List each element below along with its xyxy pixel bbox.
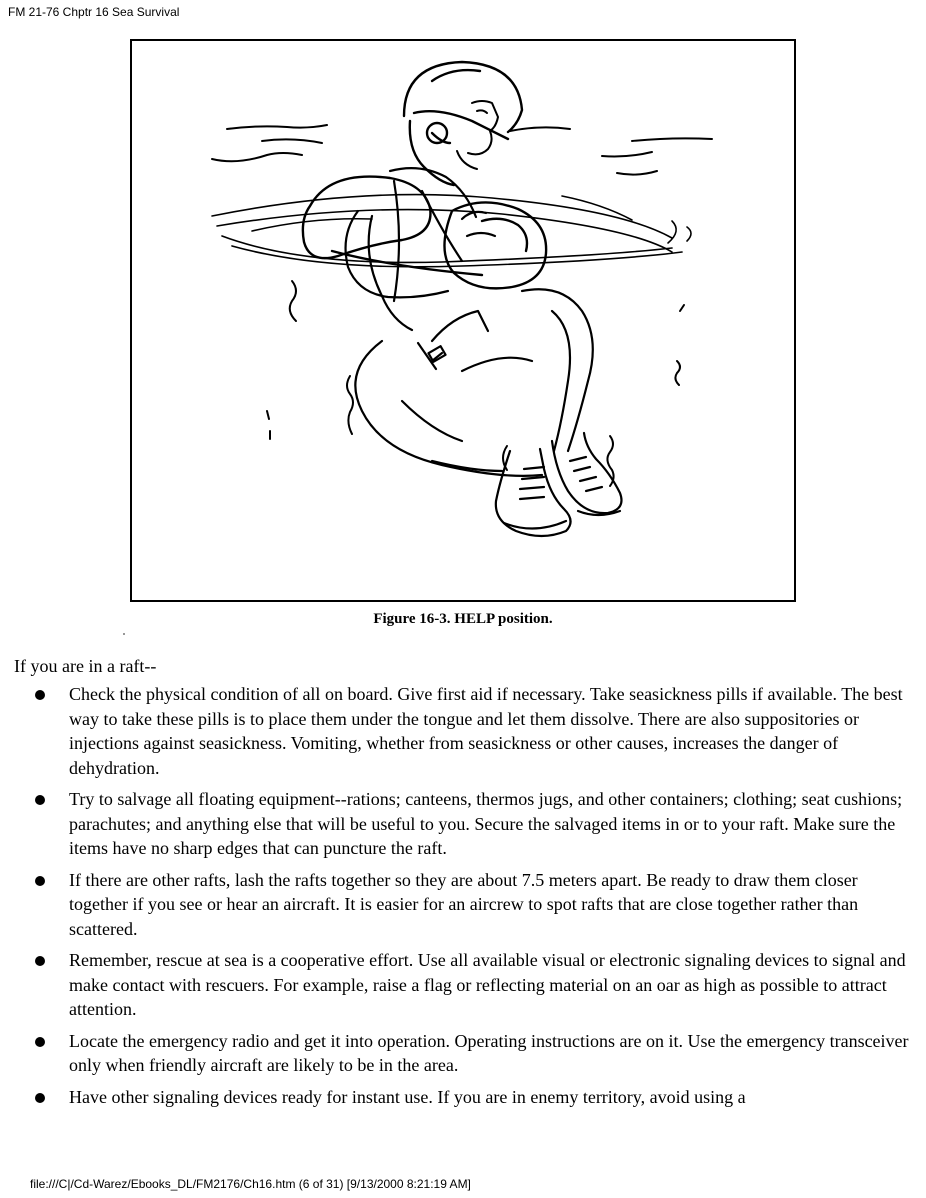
intro-text: If you are in a raft-- xyxy=(14,656,157,676)
bullet-icon xyxy=(35,690,45,700)
list-item-text: If there are other rafts, lash the rafts together so they are about 7.5 meters apart. Be ready to draw them closer together if you see or hear an aircraft. It is easier for an aircrew to spot rafts that are close together rather than scattered. xyxy=(69,869,859,939)
figure-caption: Figure 16-3. HELP position. xyxy=(373,611,553,627)
list-item xyxy=(0,868,926,942)
list-item-text: Remember, rescue at sea is a cooperative effort. Use all available visual or electronic signaling devices to signal and make contact with rescuers. For example, raise a flag or reflecting material on an oar as high as possible to attract attention. xyxy=(69,950,906,1019)
list-item-text: Locate the emergency radio and get it into operation. Operating instructions are on it. Use the emergency transceiver only when friendly aircraft are likely to be in the area. xyxy=(69,1030,909,1075)
list-item-text: Try to salvage all floating equipment--rations; canteens, thermos jugs, and other containers; clothing; seat cushions; parachutes; and anything else that will be useful to you. Secure the salvaged items in or to your raft. Make sure the items have no sharp edges that can puncture the raft. xyxy=(69,789,903,858)
life-preserver xyxy=(303,177,546,289)
bullet-icon xyxy=(35,1037,45,1047)
bullet-icon xyxy=(35,1093,45,1103)
list-item-text: Have other signaling devices ready for instant use. If you are in enemy territory, avoid using a xyxy=(69,1086,746,1107)
list-item xyxy=(0,682,926,780)
list-item xyxy=(0,1029,926,1078)
list-item xyxy=(0,948,926,1022)
list-item xyxy=(0,787,926,861)
survival-list xyxy=(0,682,926,1116)
legs xyxy=(355,289,592,476)
list-item-text: Check the physical condition of all on board. Give first aid if necessary. Take seasickness pills if available. The best way to take these pills is to place them under the tongue and let them dissolve. There are also suppositories or injections against seasickness. Vomiting, whether from seasickness or other causes, increases the danger of dehydration. xyxy=(69,684,903,778)
helmet xyxy=(404,62,522,185)
list-item xyxy=(0,1085,926,1110)
page-footer: file:///C|/Cd-Warez/Ebooks_DL/FM2176/Ch16.htm (6 of 31) [9/13/2000 8:21:19 AM] xyxy=(30,1177,471,1191)
page-header: FM 21-76 Chptr 16 Sea Survival xyxy=(8,5,180,19)
wave-marks xyxy=(212,125,712,175)
boots xyxy=(496,433,622,536)
scan-dot xyxy=(123,633,125,635)
bullet-icon xyxy=(35,876,45,886)
face xyxy=(457,101,498,169)
bullet-icon xyxy=(35,795,45,805)
bullet-icon xyxy=(35,956,45,966)
help-position-illustration xyxy=(132,41,794,600)
figure-frame xyxy=(130,39,796,602)
water-rings xyxy=(212,195,691,267)
